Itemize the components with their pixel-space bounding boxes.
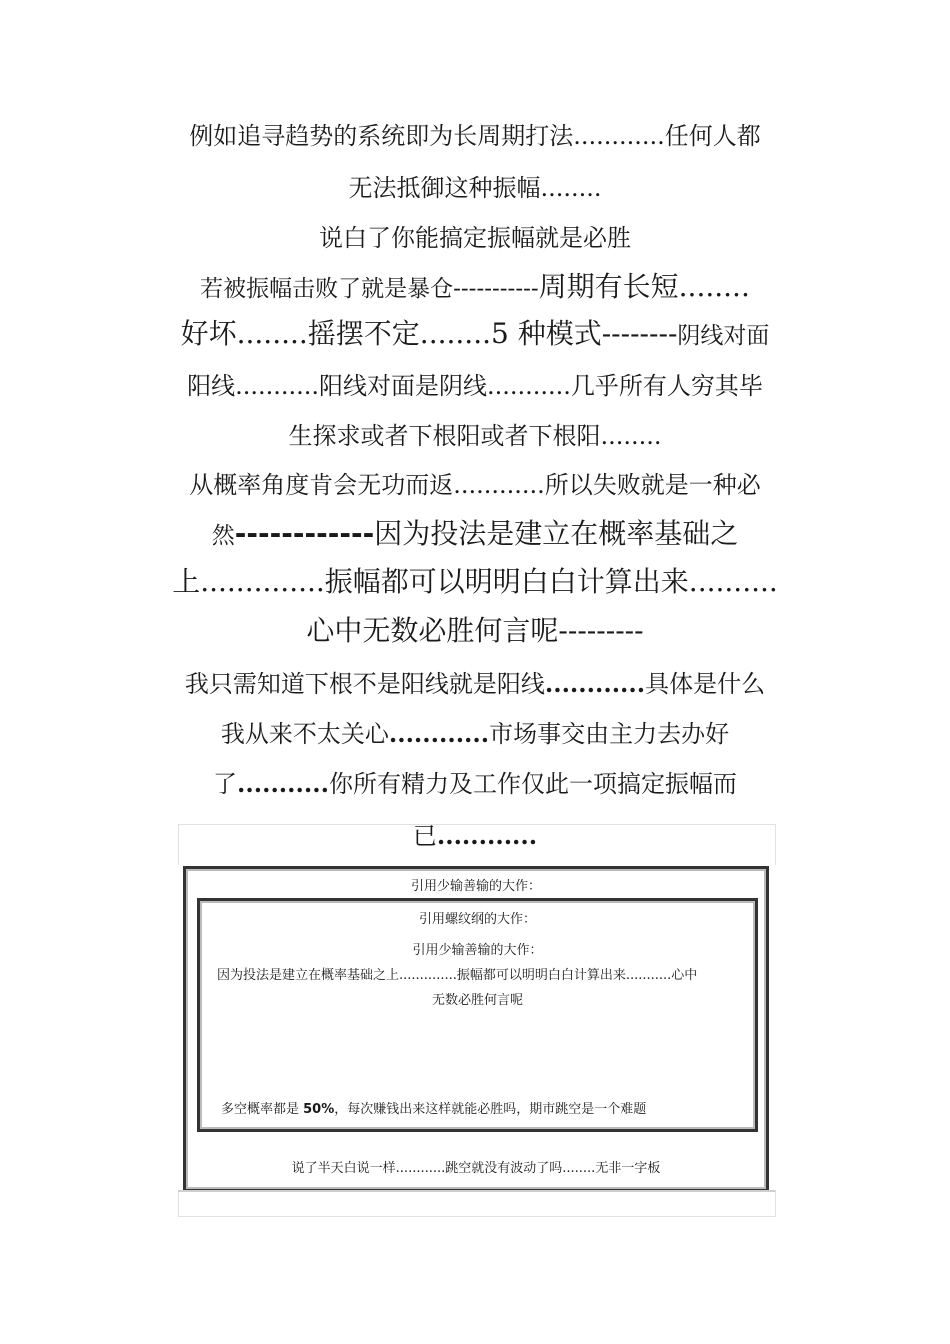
text-line-2: 无法抵御这种振幅........ (348, 174, 602, 202)
text-line-12 (150, 669, 800, 698)
text-line-4 (150, 270, 800, 303)
text-line-4-b: 周期有长短........ (538, 270, 750, 303)
text-line-10: 上..............振幅都可以明明白白计算出来.......... (172, 565, 778, 598)
text-line-15-b: ............ (436, 821, 538, 850)
quote-inner-subtitle: 引用少输善输的大作： (412, 943, 543, 958)
quote-outer-bottom: 说了半天白说一样............跳空就没有波动了吗........无非一字板 (291, 1161, 661, 1176)
text-line-15-a: 已 (412, 822, 437, 850)
text-line-14-a: 了 (213, 770, 238, 798)
text-line-13 (150, 719, 800, 748)
quote-outer-title: 引用少输善输的大作： (410, 879, 541, 894)
text-line-12-b: ............ (544, 669, 646, 698)
text-line-14-b: ........... (237, 769, 329, 798)
text-line-13-a: 我从来不太关心 (220, 720, 389, 748)
quote-inner-title: 引用螺纹纲的大作： (418, 912, 536, 927)
text-line-9 (150, 517, 800, 550)
text-line-13-b: ............ (388, 719, 490, 748)
text-line-9-c: 因为投法是建立在概率基础之 (374, 517, 739, 550)
text-line-13-c: 市场事交由主力去办好 (489, 720, 730, 748)
text-line-9-a: 然 (211, 523, 235, 549)
text-line-12-c: 具体是什么 (645, 670, 766, 698)
text-line-3: 说白了你能搞定振幅就是必胜 (319, 224, 631, 252)
text-line-5 (150, 317, 800, 350)
text-line-4-a: 若被振幅击败了就是暴仓----------- (200, 276, 539, 302)
quote-inner-bottom (221, 1103, 646, 1116)
text-line-11: 心中无数必胜何言呢--------- (306, 614, 644, 647)
quote-inner-box (197, 898, 758, 1132)
text-line-12-a: 我只需知道下根不是阳线就是阳线 (184, 670, 545, 698)
text-line-6: 阳线...........阳线对面是阴线...........几乎所有人穷其毕 (187, 372, 763, 400)
text-line-9-b: ------------ (234, 517, 375, 550)
text-line-5-b: 阴线对面 (677, 323, 770, 349)
text-line-1: 例如追寻趋势的系统即为长周期打法............任何人都 (189, 122, 761, 150)
quote-inner-bottom-a: 多空概率都是 (221, 1102, 304, 1117)
text-line-14 (150, 769, 800, 798)
quote-inner-text-2: 无数必胜何言呢 (431, 993, 523, 1008)
text-line-8: 从概率角度肯会无功而返............所以失败就是一种必 (189, 471, 761, 499)
text-line-7: 生探求或者下根阳或者下根阳........ (288, 422, 662, 450)
text-line-15 (150, 821, 800, 850)
text-line-14-c: 你所有精力及工作仅此一项搞定振幅而 (328, 770, 737, 798)
quote-inner-bottom-percent: 50% (303, 1102, 335, 1117)
quote-inner-text-1: 因为投法是建立在概率基础之上..............振幅都可以明明白白计算出来...........心中 (217, 968, 698, 983)
panel-bottom (178, 1190, 776, 1217)
quote-inner-bottom-c: ，每次赚钱出来这样就能必胜吗，期市跳空是一个难题 (334, 1102, 647, 1117)
text-line-5-a: 好坏........摇摆不定........5 种模式-------- (180, 317, 678, 350)
